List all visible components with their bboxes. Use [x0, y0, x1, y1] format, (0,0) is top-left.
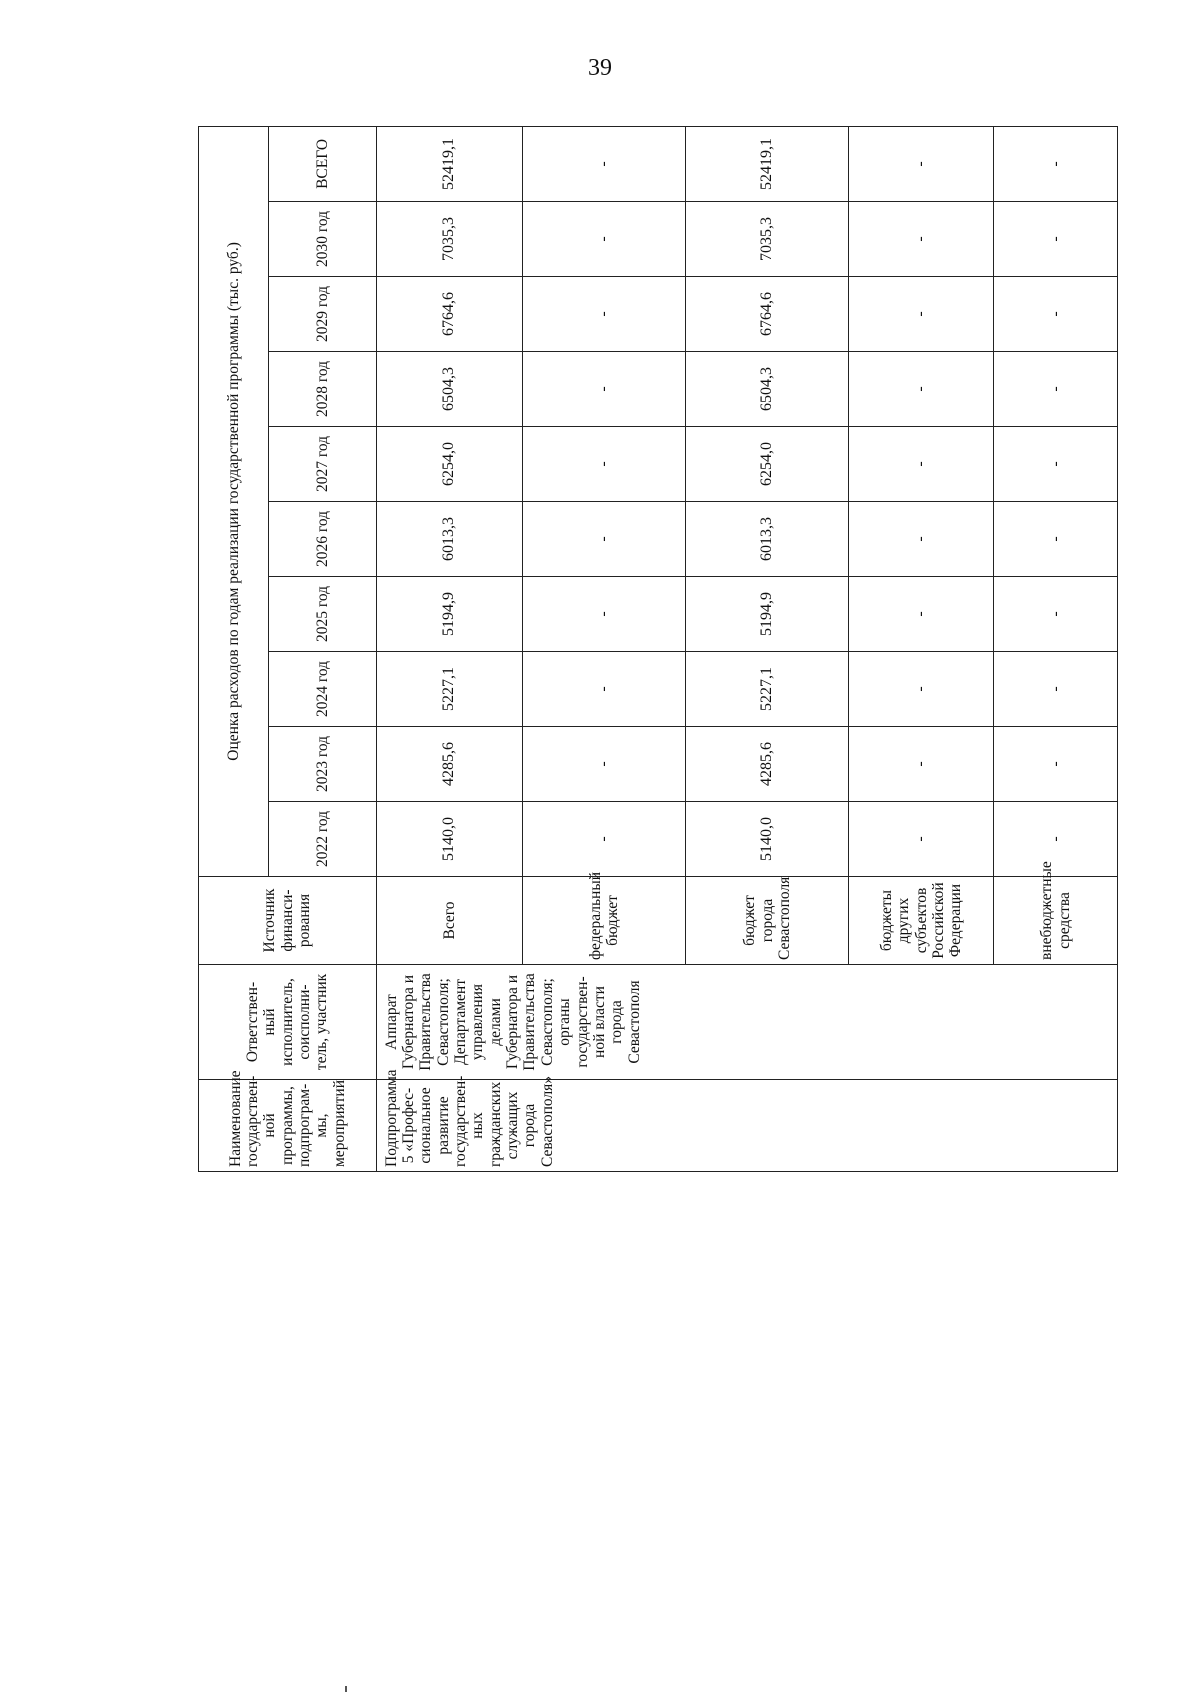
value-cell: 5194,9 [686, 577, 849, 652]
header-year: 2030 год [269, 202, 376, 277]
value-cell: 6254,0 [686, 427, 849, 502]
header-source: Источник финанси-рования [199, 877, 377, 965]
source-cell: Всего [376, 877, 523, 965]
value-cell: 5140,0 [686, 802, 849, 877]
header-total: ВСЕГО [269, 126, 376, 201]
value-cell: 6764,6 [686, 277, 849, 352]
value-cell: 5194,9 [376, 577, 523, 652]
value-cell: - [994, 802, 1118, 877]
value-cell: - [523, 502, 686, 577]
scan-mark [345, 1686, 347, 1692]
program-executor: Аппарат Губернатора и Правительства Севастополя; Департамент управления делами Губернатора и Правительства Севастополя; органы государствен-ной власти города Севастополя [376, 965, 1117, 1080]
value-cell: - [994, 577, 1118, 652]
value-cell: - [994, 202, 1118, 277]
value-cell: - [523, 202, 686, 277]
value-cell: 5227,1 [686, 652, 849, 727]
value-cell: 7035,3 [686, 202, 849, 277]
value-cell: - [994, 652, 1118, 727]
source-cell: федеральный бюджет [523, 877, 686, 965]
value-cell: - [849, 202, 994, 277]
table-row [376, 126, 523, 1171]
value-cell: 52419,1 [686, 126, 849, 201]
value-cell: - [994, 126, 1118, 201]
value-cell: - [523, 652, 686, 727]
value-cell: - [523, 126, 686, 201]
header-year: 2027 год [269, 427, 376, 502]
budget-table [198, 126, 1118, 1172]
value-cell: 4285,6 [376, 727, 523, 802]
value-cell: - [994, 727, 1118, 802]
header-executor: Ответствен-ный исполнитель, соисполни-тель, участник [199, 965, 377, 1080]
value-cell: 7035,3 [376, 202, 523, 277]
value-cell: - [523, 427, 686, 502]
header-name: Наименование государствен-ной программы, подпрограм-мы, мероприятий [199, 1080, 377, 1172]
value-cell: - [523, 352, 686, 427]
value-cell: 5140,0 [376, 802, 523, 877]
source-cell: внебюджетные средства [994, 877, 1118, 965]
value-cell: - [849, 352, 994, 427]
value-cell: - [849, 277, 994, 352]
value-cell: - [849, 652, 994, 727]
value-cell: - [849, 427, 994, 502]
value-cell: - [849, 502, 994, 577]
value-cell: - [523, 277, 686, 352]
value-cell: - [523, 727, 686, 802]
value-cell: 6254,0 [376, 427, 523, 502]
header-year: 2022 год [269, 802, 376, 877]
value-cell: - [849, 727, 994, 802]
value-cell: - [994, 502, 1118, 577]
value-cell: - [994, 277, 1118, 352]
value-cell: - [849, 126, 994, 201]
header-year: 2025 год [269, 577, 376, 652]
header-year: 2023 год [269, 727, 376, 802]
value-cell: 6013,3 [686, 502, 849, 577]
value-cell: - [994, 427, 1118, 502]
value-cell: 4285,6 [686, 727, 849, 802]
value-cell: - [523, 802, 686, 877]
page-number: 39 [588, 55, 612, 81]
budget-table-rotated [198, 127, 1118, 1172]
value-cell: - [523, 577, 686, 652]
source-cell: бюджеты других субъектов Российской Федерации [849, 877, 994, 965]
value-cell: 52419,1 [376, 126, 523, 201]
header-year: 2029 год [269, 277, 376, 352]
header-year: 2028 год [269, 352, 376, 427]
header-year: 2026 год [269, 502, 376, 577]
header-year: 2024 год [269, 652, 376, 727]
value-cell: - [994, 352, 1118, 427]
value-cell: 6504,3 [686, 352, 849, 427]
value-cell: - [849, 577, 994, 652]
source-cell: бюджет города Севастополя [686, 877, 849, 965]
program-name: Подпрограмма 5 «Профес-сиональное развитие государствен-ных гражданских служащих города Севастополя» [376, 1080, 1117, 1172]
header-estimate: Оценка расходов по годам реализации государственной программы (тыс. руб.) [199, 126, 269, 876]
value-cell: - [849, 802, 994, 877]
value-cell: 6013,3 [376, 502, 523, 577]
value-cell: 6764,6 [376, 277, 523, 352]
value-cell: 6504,3 [376, 352, 523, 427]
value-cell: 5227,1 [376, 652, 523, 727]
